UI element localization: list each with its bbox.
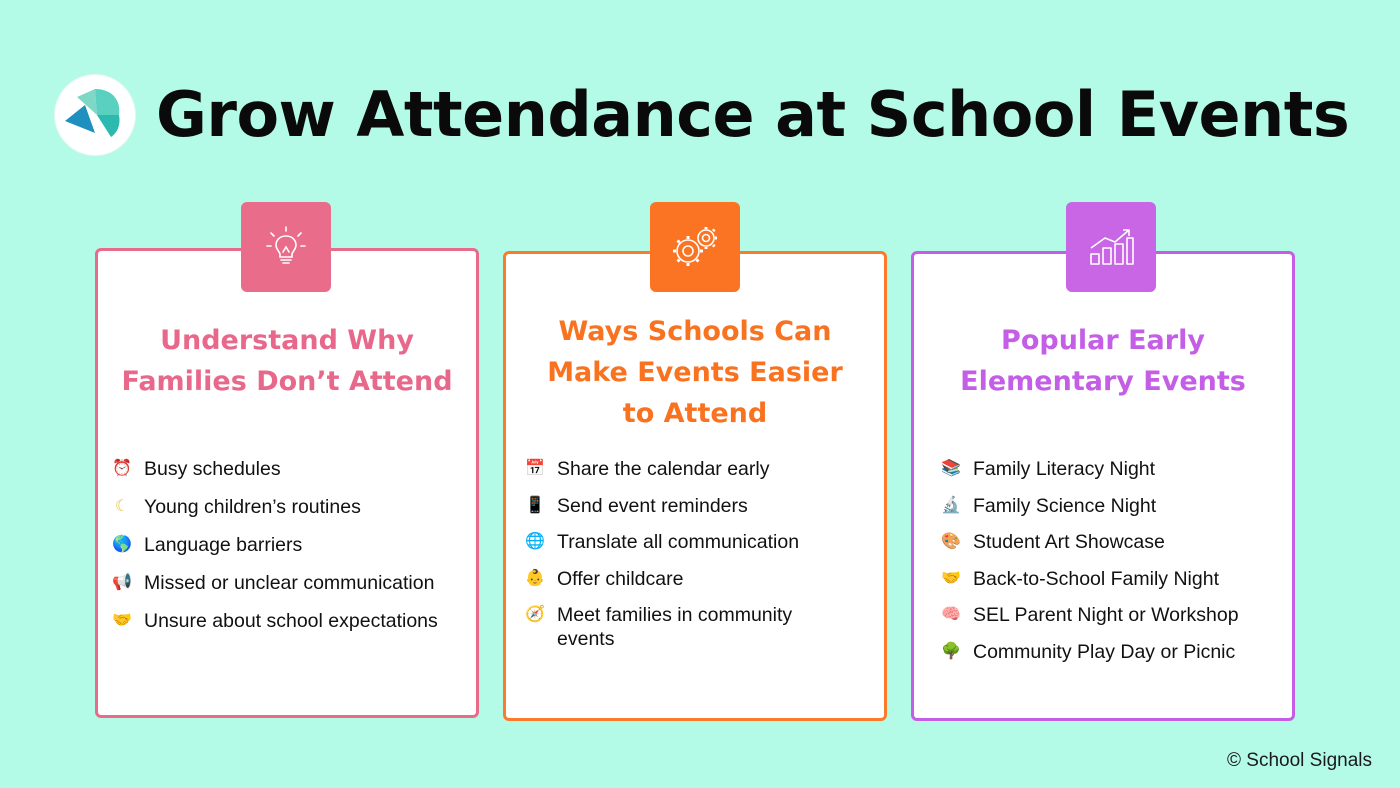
school-signals-logo xyxy=(55,75,135,155)
list-item: 🤝 Unsure about school expectations xyxy=(110,609,438,647)
tree-icon: 🌳 xyxy=(941,642,961,660)
logo-leaf-icon xyxy=(55,75,135,155)
list-item: 🔬 Family Science Night xyxy=(939,494,1239,531)
card3-list xyxy=(939,457,1239,677)
card1-list xyxy=(110,457,438,647)
brain-icon: 🧠 xyxy=(941,606,961,624)
card1-badge xyxy=(241,202,331,292)
mobile-phone-icon: 📱 xyxy=(525,496,545,514)
card2-heading: Ways Schools Can Make Events Easier to Attend xyxy=(547,316,843,429)
handshake-icon: 🤝 xyxy=(941,569,961,587)
list-item: 🧭 Meet families in community events xyxy=(523,603,799,658)
list-item: ⏰ Busy schedules xyxy=(110,457,438,495)
list-item: 📅 Share the calendar early xyxy=(523,457,799,494)
alarm-clock-icon: ⏰ xyxy=(112,460,132,477)
list-item: 🎨 Student Art Showcase xyxy=(939,530,1239,567)
list-item: 🤝 Back-to-School Family Night xyxy=(939,567,1239,604)
list-item: ☾ Young children’s routines xyxy=(110,495,438,533)
list-item: 🧠 SEL Parent Night or Workshop xyxy=(939,603,1239,640)
baby-icon: 👶 xyxy=(525,569,545,587)
globe-grid-icon: 🌐 xyxy=(525,533,545,551)
list-item: 🌎 Language barriers xyxy=(110,533,438,571)
list-item: 🌐 Translate all communication xyxy=(523,530,799,567)
lightbulb-icon xyxy=(261,222,311,272)
card3-badge xyxy=(1066,202,1156,292)
card2-list xyxy=(523,457,799,658)
list-item: 📢 Missed or unclear communication xyxy=(110,571,438,609)
card3-heading: Popular Early Elementary Events xyxy=(960,325,1246,397)
list-item: 📱 Send event reminders xyxy=(523,494,799,531)
growth-chart-icon xyxy=(1085,224,1137,270)
gears-icon xyxy=(666,222,724,272)
globe-icon: 🌎 xyxy=(112,536,132,553)
crescent-moon-icon: ☾ xyxy=(114,498,130,515)
list-item: 📚 Family Literacy Night xyxy=(939,457,1239,494)
page-title: Grow Attendance at School Events xyxy=(156,78,1350,151)
handshake-icon: 🤝 xyxy=(112,612,132,629)
calendar-icon: 📅 xyxy=(525,460,545,477)
card2-badge xyxy=(650,202,740,292)
microscope-icon: 🔬 xyxy=(941,496,961,514)
copyright-notice: © School Signals xyxy=(1227,750,1372,771)
list-item: 🌳 Community Play Day or Picnic xyxy=(939,640,1239,677)
megaphone-icon: 📢 xyxy=(112,574,132,591)
compass-icon: 🧭 xyxy=(525,606,545,624)
card1-heading: Understand Why Families Don’t Attend xyxy=(121,325,453,397)
books-icon: 📚 xyxy=(941,460,961,477)
list-item: 👶 Offer childcare xyxy=(523,567,799,604)
palette-icon: 🎨 xyxy=(941,533,961,551)
